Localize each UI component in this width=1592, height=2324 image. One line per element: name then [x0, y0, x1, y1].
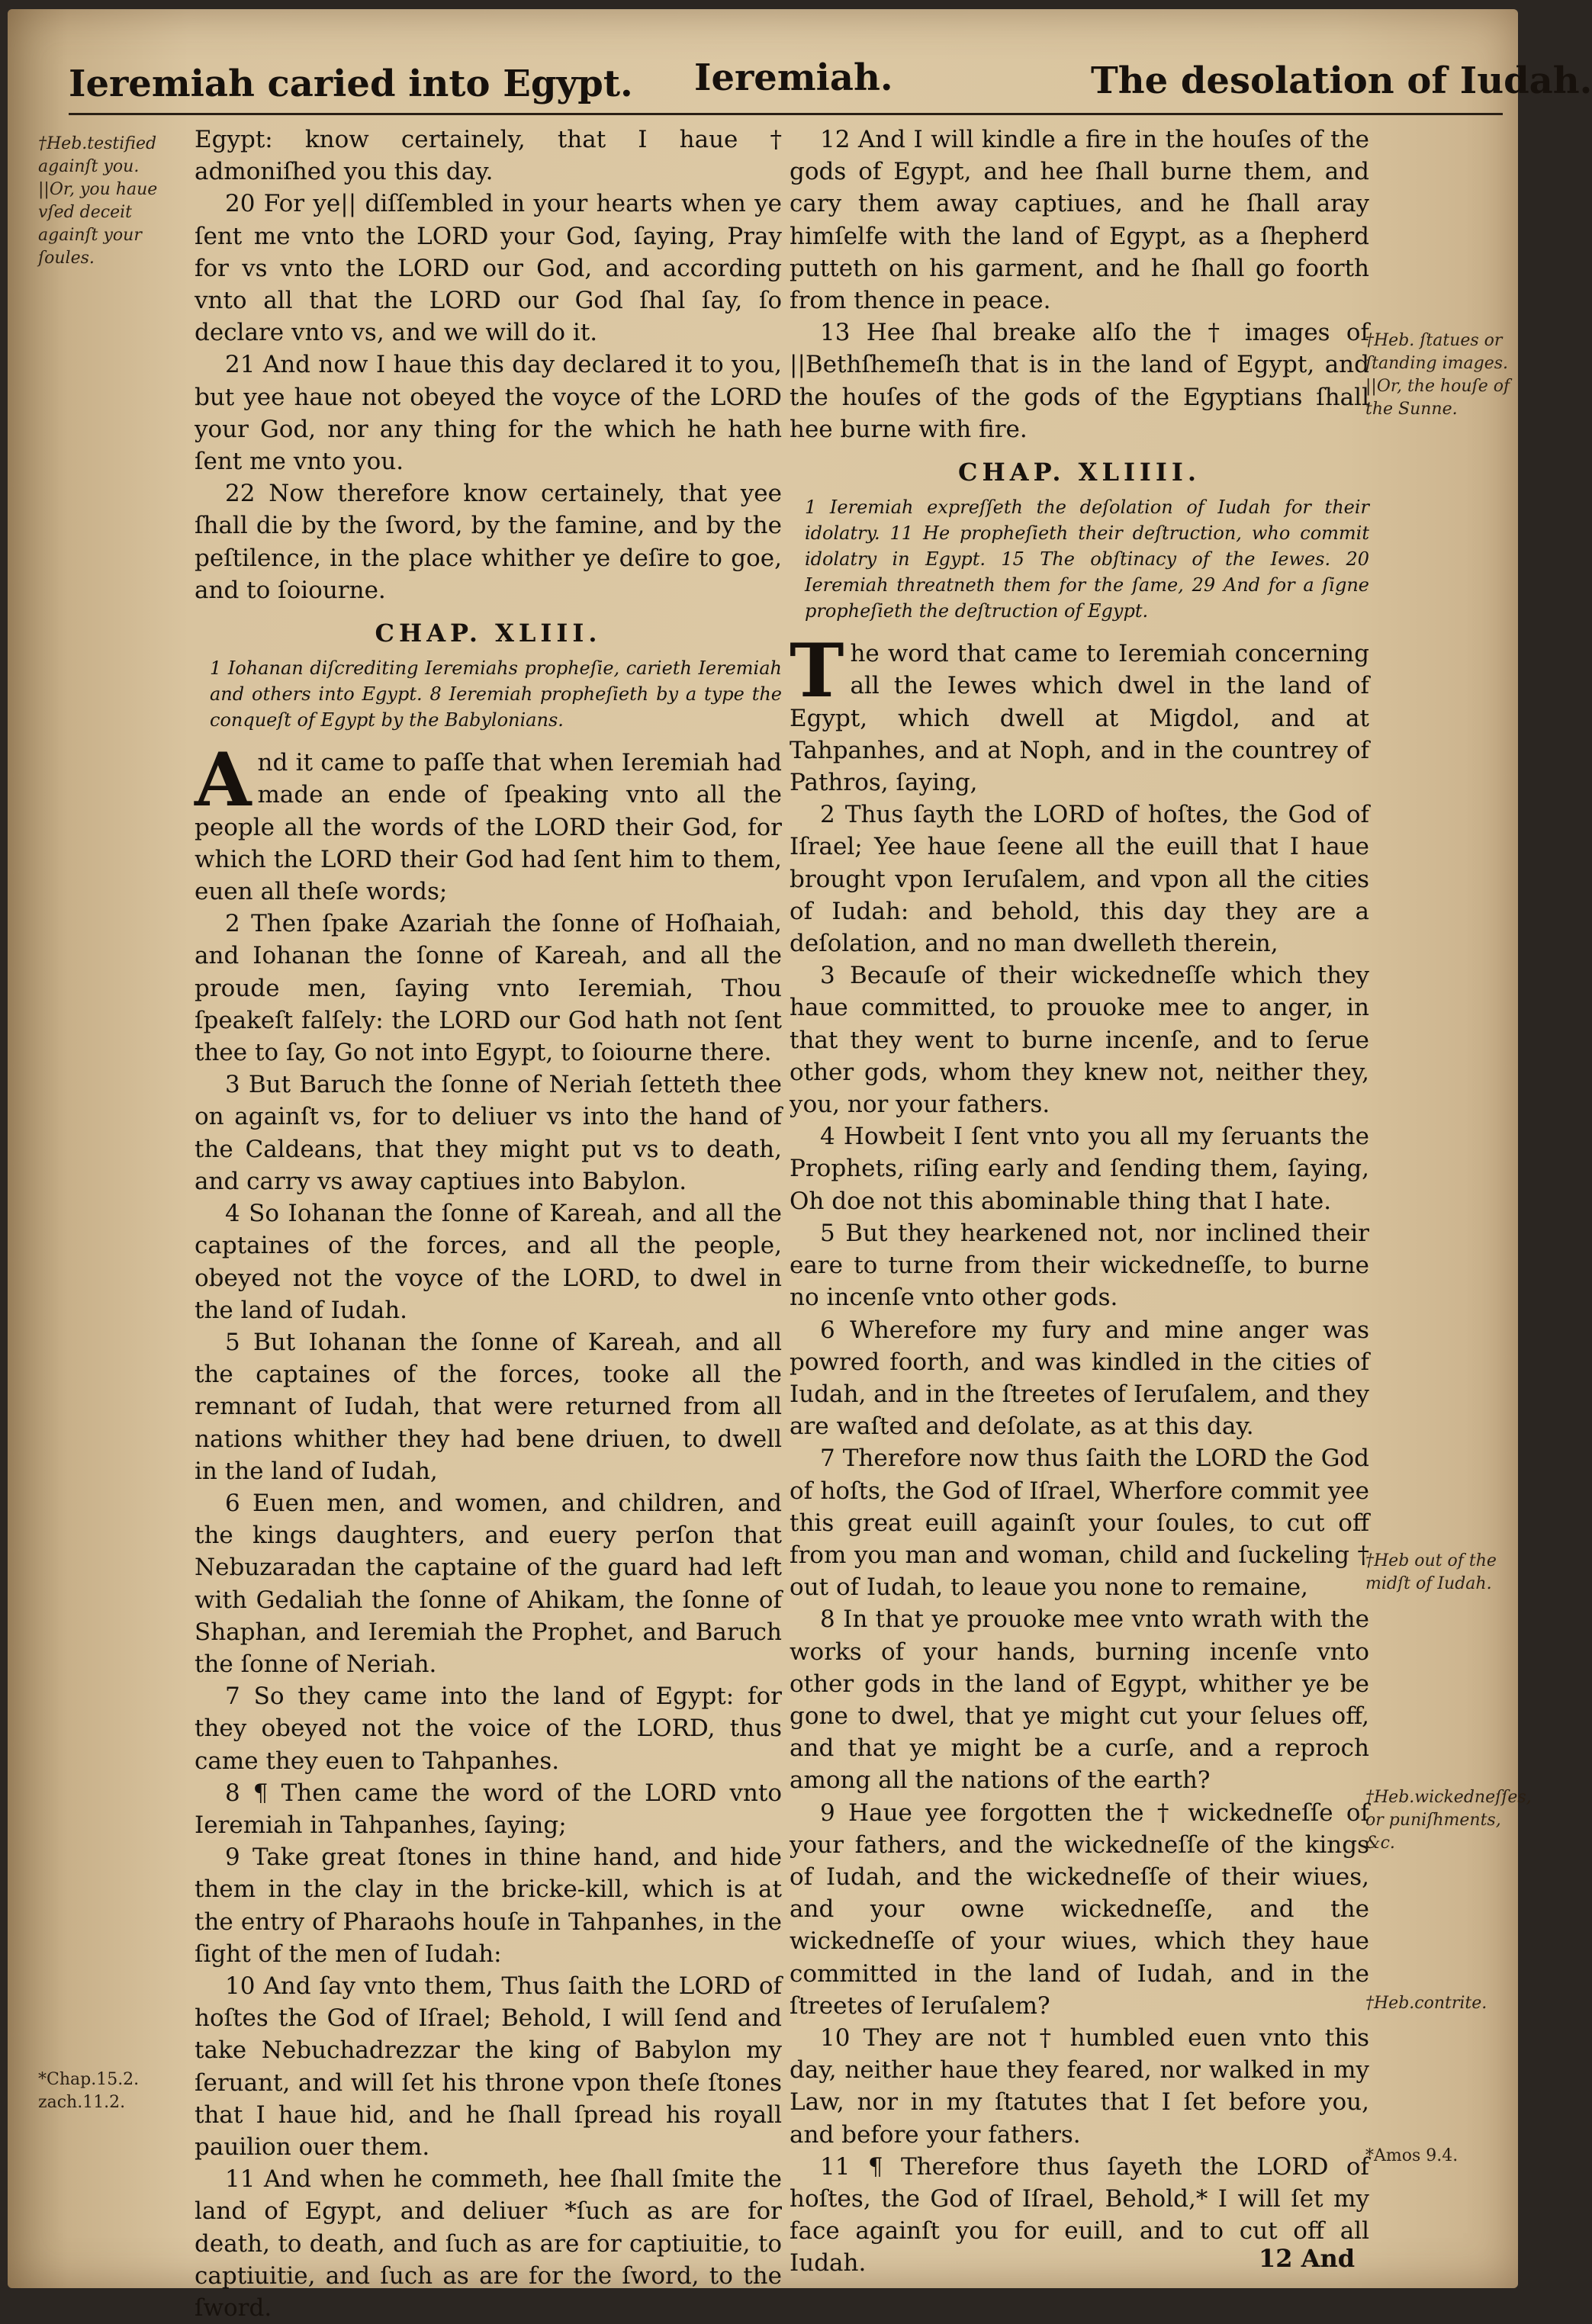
verse-43-7: 7 So they came into the land of Egypt: for they obeyed not the voice of the LORD, thus came they euen to Tahpanhes. [195, 1683, 782, 1775]
chapter-heading-43: CHAP. XLIII. [375, 619, 602, 648]
verse-44-4: 4 Howbeit I ſent vnto you all my ſeruants the Prophets, riſing early and ſending them, ſaying, Oh doe not this abominable thing that I hate. [790, 1123, 1369, 1215]
verse-44-9: 9 Haue yee forgotten the † wickedneſſe of your fathers, and the wickedneſſe of the kings of Iudah, and the wickedneſſe of their wiues, and your owne wickedneſſe, and the wickedneſſe of your wiues, which they haue committed in the land of Iudah, and in the ſtreetes of Ieruſalem? [790, 1798, 1369, 2020]
verse-43-1: And it came to paſſe that when Ieremiah had made an ende of ſpeaking vnto all the people all the words of the LORD their God, for which the LORD their God had ſent him to them, euen all theſe words; [195, 737, 782, 906]
margin-note-left-top: †Heb.testified againſt you. ||Or, you haue vſed deceit againſt your ſoules. [38, 134, 158, 268]
verse-42-22: 22 Now therefore know certainely, that yee ſhall die by the ſword, by the famine, and by the peſtilence, in the place whither ye deſire to goe, and to ſoiourne. [195, 480, 782, 604]
verse-44-10: 10 They are not † humbled euen vnto this day, neither haue they feared, nor walked in my Law, nor in my ſtatutes that I ſet before you, and before your fathers. [790, 2023, 1369, 2149]
margin-note-left-bottom: *Chap.15.2. zach.11.2. [38, 2070, 140, 2112]
verse-43-11: 11 And when he commeth, hee ſhall ſmite the land of Egypt, and deliuer *ſuch as are for death, to death, and ſuch as are for captiuitie, to captiuitie, and ſuch as are for the ſword, to the ſword. [195, 2165, 782, 2322]
verse-42-20: 20 For ye|| diſſembled in your hearts when ye ſent me vnto the LORD your God, ſaying, Pray for vs vnto the LORD our God, and according vnto all that the LORD our God ſhal ſay, ſo declare vnto vs, and we will do it. [195, 190, 782, 347]
margin-note-right-5: *Amos 9.4. [1365, 2146, 1459, 2165]
margin-note-right-3: †Heb.wickedneſſes, or puniſhments, &c. [1365, 1788, 1532, 1853]
verse-43-10: 10 And ſay vnto them, Thus ſaith the LORD of hoſtes the God of Iſrael; Behold, I will ſend and take Nebuchadrezzar the king of Babylon my ſeruant, and will ſet his throne vpon theſe ſtones that I haue hid, and he ſhall ſpread his royall pauilion ouer them. [195, 1972, 782, 2161]
margin-note-right-4: †Heb.contrite. [1365, 1994, 1487, 2013]
chapter-summary-44: 1 Ieremiah expreſſeth the deſolation of Iudah for their idolatry. 11 He propheſieth their deſtruction, who commit idolatry in Egypt. 15 The obſtinacy of the Iewes. 20 Ieremiah threatneth them for the ſame, 29 And for a ſigne propheſieth the deſtruction of Egypt. [805, 497, 1369, 622]
verse-44-2: 2 Thus ſayth the LORD of hoſtes, the God of Iſrael; Yee haue ſeene all the euill that I haue brought vpon Ieruſalem, and vpon all the cities of Iudah: and behold, this day they are a deſolation, and no man dwelleth therein, [790, 801, 1369, 958]
verse-43-13: 13 Hee ſhal breake alſo the † images of ||Bethſhemeſh that is in the land of Egypt, and the houſes of the gods of the Egyptians ſhall hee burne with fire. [790, 319, 1369, 443]
header-rule [69, 113, 1503, 115]
verse-44-8: 8 In that ye prouoke mee vnto wrath with the works of your hands, burning incenſe vnto other gods in the land of Egypt, whither ye be gone to dwel, that ye might cut your ſelues off, and that ye might be a curſe, and a reproch among all the nations of the earth? [790, 1606, 1369, 1795]
verse-43-6: 6 Euen men, and women, and children, and the kings daughters, and euery perſon that Nebuzaradan the captaine of the guard had left with Gedaliah the ſonne of Ahikam, the ſonne of Shaphan, and Ieremiah the Prophet, and Baruch the ſonne of Neriah. [195, 1489, 782, 1678]
right-column [790, 124, 1369, 2280]
verse-44-11: 11 ¶ Therefore thus ſayeth the LORD of hoſtes, the God of Iſrael, Behold,* I will ſet my face againſt you for euill, and to cut off all Iudah. [790, 2152, 1369, 2277]
catchword: 12 And [1259, 2244, 1356, 2273]
verse-43-5: 5 But Iohanan the ſonne of Kareah, and all the captaines of the forces, tooke all the remnant of Iudah, that were returned from all nations whither they had bene driuen, to dwell in the land of Iudah, [195, 1328, 782, 1485]
verse-44-3: 3 Becauſe of their wickedneſſe which they haue committed, to prouoke mee to anger, in that they went to burne incenſe, and to ſerue other gods, whom they knew not, neither they, you, nor your fathers. [790, 962, 1369, 1119]
verse-43-9: 9 Take great ſtones in thine hand, and hide them in the clay in the bricke-kill, which is at the entry of Pharaohs houſe in Tahpanhes, in the ſight of the men of Iudah: [195, 1843, 782, 1968]
verse-42-21: 21 And now I haue this day declared it to you, but yee haue not obeyed the voyce of the LORD your God, nor any thing for the which he hath ſent me vnto you. [195, 351, 782, 476]
header-right-title: The desolation of Iudah. [1091, 59, 1592, 102]
verse-43-3: 3 But Baruch the ſonne of Neriah ſetteth thee on againſt vs, for to deliuer vs into the hand of the Caldeans, that they might put vs to death, and carry vs away captiues into Babylon. [195, 1071, 782, 1195]
verse-continuation: Egypt: know certainely, that I haue † admoniſhed you this day. [195, 126, 782, 186]
verse-44-6: 6 Wherefore my fury and mine anger was powred foorth, and was kindled in the cities of Iudah, and in the ſtreetes of Ieruſalem, and they are waſted and deſolate, as at this day. [790, 1316, 1369, 1441]
verse-44-7: 7 Therefore now thus ſaith the LORD the God of hoſts, the God of Iſrael, Wherfore commit yee this great euill againſt your ſoules, to cut off from you man and woman, child and ſuckeling † out of Iudah, to leaue you none to remaine, [790, 1445, 1369, 1602]
chapter-summary-43: 1 Iohanan diſcrediting Ieremiahs propheſie, carieth Ieremiah and others into Egypt. 8 Ieremiah propheſieth by a type the conqueſt of Egypt by the Babylonians. [210, 657, 782, 731]
verse-43-2: 2 Then ſpake Azariah the ſonne of Hoſhaiah, and Iohanan the ſonne of Kareah, and all the proude men, ſaying vnto Ieremiah, Thou ſpeakeſt falſely: the LORD our God hath not ſent thee to ſay, Go not into Egypt, to ſoiourne there. [195, 910, 782, 1067]
left-column [195, 124, 782, 2324]
running-head [38, 40, 1592, 116]
verse-44-5: 5 But they hearkened not, nor inclined their eare to turne from their wickedneſſe, to burne no incenſe vnto other gods. [790, 1219, 1369, 1312]
verse-43-4: 4 So Iohanan the ſonne of Kareah, and all the captaines of the forces, and all the people, obeyed not the voyce of the LORD, to dwel in the land of Iudah. [195, 1200, 782, 1324]
verse-43-8: 8 ¶ Then came the word of the LORD vnto Ieremiah in Tahpanhes, ſaying; [195, 1779, 782, 1839]
margin-note-right-1: †Heb. ſtatues or ſtanding images. ||Or, the houſe of the Sunne. [1365, 331, 1510, 419]
verse-44-1: The word that came to Ieremiah concerning all the Iewes which dwel in the land of Egypt, which dwell at Migdol, and at Tahpanhes, and at Noph, and in the countrey of Pathros, ſaying, [790, 628, 1369, 797]
verse-43-12: 12 And I will kindle a fire in the houſes of the gods of Egypt, and hee ſhall burne them, and cary them away captiues, and he ſhall aray himſelfe with the land of Egypt, as a ſhepherd putteth on his garment, and he ſhall go foorth from thence in peace. [790, 126, 1369, 315]
book-page [8, 9, 1592, 2322]
header-book-title: Ieremiah. [694, 56, 893, 99]
header-left-title: Ieremiah caried into Egypt. [69, 63, 633, 105]
chapter-heading-44: CHAP. XLIIII. [958, 458, 1201, 487]
margin-note-right-2: †Heb out of the midſt of Iudah. [1365, 1551, 1497, 1593]
